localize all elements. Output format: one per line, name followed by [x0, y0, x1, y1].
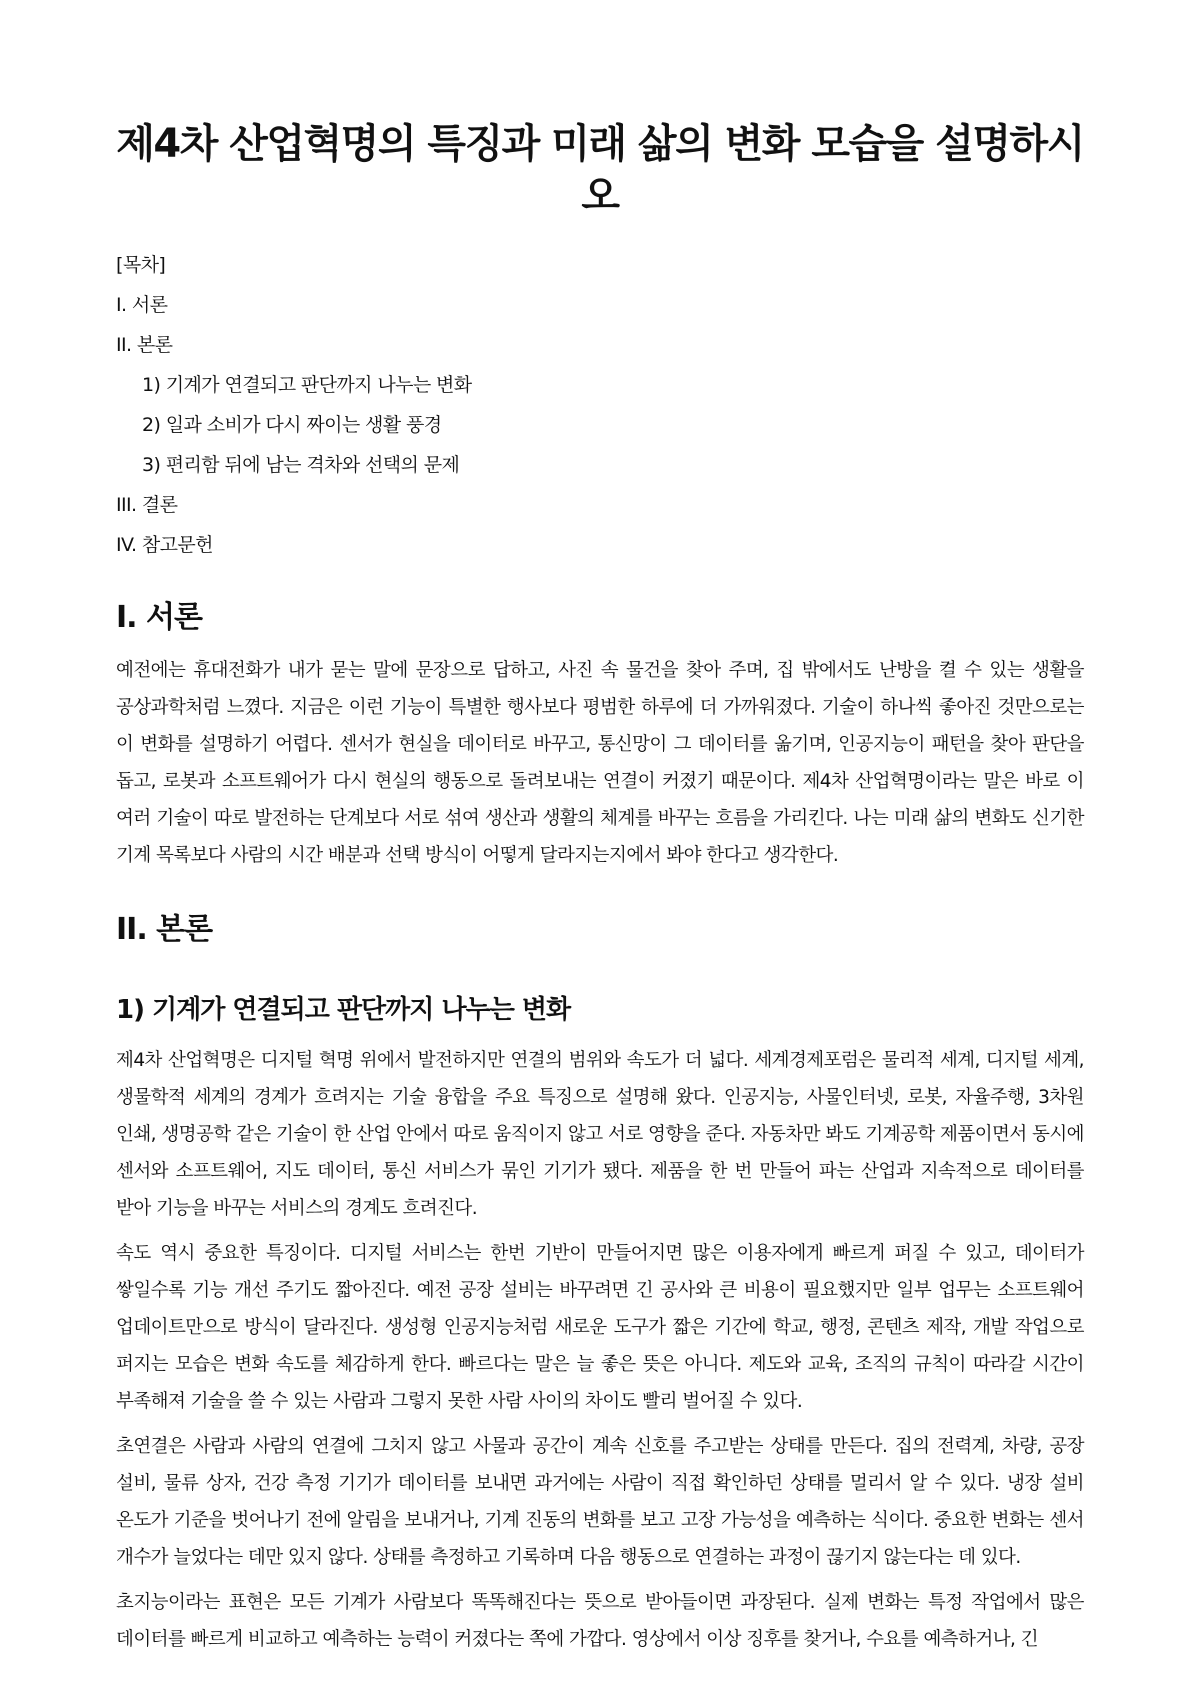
- subsection-heading-1: 1) 기계가 연결되고 판단까지 나누는 변화: [116, 995, 571, 1025]
- toc-item-body-1: 1) 기계가 연결되고 판단까지 나누는 변화: [142, 374, 472, 396]
- toc-label: [목차]: [116, 254, 166, 276]
- body-paragraph-4: 초지능이라는 표현은 모든 기계가 사람보다 똑똑해진다는 뜻으로 받아들이면 과장된다. 실제 변화는 특정 작업에서 많은 데이터를 빠르게 비교하고 예측하는 능력이 커졌다는 쪽에 가깝다. 영상에서 이상 징후를 찾거나, 수요를 예측하거나, 긴: [116, 1592, 1084, 1650]
- document-title: 제4차 산업혁명의 특징과 미래 삶의 변화 모습을 설명하시오: [116, 121, 1084, 219]
- table-of-contents: [116, 252, 1084, 558]
- body-paragraph-1: 제4차 산업혁명은 디지털 혁명 위에서 발전하지만 연결의 범위와 속도가 더 넓다. 세계경제포럼은 물리적 세계, 디지털 세계, 생물학적 세계의 경계가 흐려지는 기술 융합을 주요 특징으로 설명해 왔다. 인공지능, 사물인터넷, 로봇, 자율주행, 3차원 인쇄, 생명공학 같은 기술이 한 산업 안에서 따로 움직이지 않고 서로 영향을 준다. 자동차만 봐도 기계공학 제품이면서 동시에 센서와 소프트웨어, 지도 데이터, 통신 서비스가 묶인 기기가 됐다. 제품을 한 번 만들어 파는 산업과 지속적으로 데이터를 받아 기능을 바꾸는 서비스의 경계도 흐려진다.: [116, 1050, 1084, 1219]
- toc-item-body: II. 본론: [116, 334, 173, 356]
- toc-item-conclusion: III. 결론: [116, 494, 178, 516]
- section-heading-intro: I. 서론: [116, 600, 202, 635]
- intro-paragraph: 예전에는 휴대전화가 내가 묻는 말에 문장으로 답하고, 사진 속 물건을 찾아 주며, 집 밖에서도 난방을 켤 수 있는 생활을 공상과학처럼 느꼈다. 지금은 이런 기능이 특별한 행사보다 평범한 하루에 더 가까워졌다. 기술이 하나씩 좋아진 것만으로는 이 변화를 설명하기 어렵다. 센서가 현실을 데이터로 바꾸고, 통신망이 그 데이터를 옮기며, 인공지능이 패턴을 찾아 판단을 돕고, 로봇과 소프트웨어가 다시 현실의 행동으로 돌려보내는 연결이 커졌기 때문이다. 제4차 산업혁명이라는 말은 바로 이 여러 기술이 따로 발전하는 단계보다 서로 섞여 생산과 생활의 체계를 바꾸는 흐름을 가리킨다. 나는 미래 삶의 변화도 신기한 기계 목록보다 사람의 시간 배분과 선택 방식이 어떻게 달라지는지에서 봐야 한다고 생각한다.: [116, 660, 1084, 866]
- body-paragraph-2: 속도 역시 중요한 특징이다. 디지털 서비스는 한번 기반이 만들어지면 많은 이용자에게 빠르게 퍼질 수 있고, 데이터가 쌓일수록 기능 개선 주기도 짧아진다. 예전 공장 설비는 바꾸려면 긴 공사와 큰 비용이 필요했지만 일부 업무는 소프트웨어 업데이트만으로 방식이 달라진다. 생성형 인공지능처럼 새로운 도구가 짧은 기간에 학교, 행정, 콘텐츠 제작, 개발 작업으로 퍼지는 모습은 변화 속도를 체감하게 한다. 빠르다는 말은 늘 좋은 뜻은 아니다. 제도와 교육, 조직의 규칙이 따라갈 시간이 부족해져 기술을 쓸 수 있는 사람과 그렇지 못한 사람 사이의 차이도 빨리 벌어질 수 있다.: [116, 1243, 1084, 1412]
- toc-item-references: IV. 참고문헌: [116, 534, 213, 556]
- toc-item-body-2: 2) 일과 소비가 다시 짜이는 생활 풍경: [142, 414, 442, 436]
- body-paragraph-3: 초연결은 사람과 사람의 연결에 그치지 않고 사물과 공간이 계속 신호를 주고받는 상태를 만든다. 집의 전력계, 차량, 공장 설비, 물류 상자, 건강 측정 기기가 데이터를 보내면 과거에는 사람이 직접 확인하던 상태를 멀리서 알 수 있다. 냉장 설비 온도가 기준을 벗어나기 전에 알림을 보내거나, 기계 진동의 변화를 보고 고장 가능성을 예측하는 식이다. 중요한 변화는 센서 개수가 늘었다는 데만 있지 않다. 상태를 측정하고 기록하며 다음 행동으로 연결하는 과정이 끊기지 않는다는 데 있다.: [116, 1436, 1084, 1568]
- section-heading-body: II. 본론: [116, 912, 213, 947]
- toc-item-intro: I. 서론: [116, 294, 168, 316]
- toc-item-body-3: 3) 편리함 뒤에 남는 격차와 선택의 문제: [142, 454, 460, 476]
